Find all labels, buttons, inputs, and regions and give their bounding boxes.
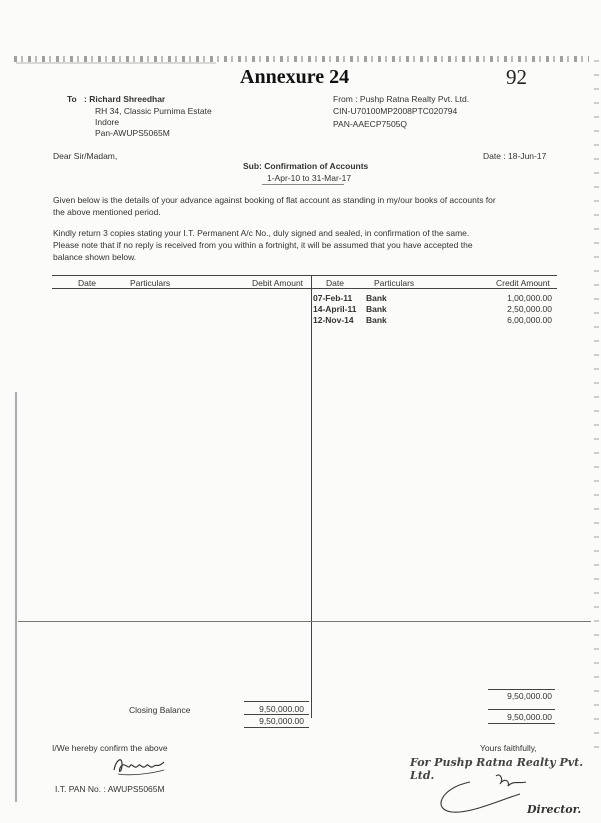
credit-row-date: 12-Nov-14 bbox=[313, 315, 354, 325]
period: 1-Apr-10 to 31-Mar-17 bbox=[267, 173, 352, 183]
sender-pan: PAN-AAECP7505Q bbox=[333, 119, 408, 129]
recipient-name: : Richard Shreedhar bbox=[84, 94, 166, 104]
to-label: To bbox=[67, 94, 77, 104]
page-title: Annexure 24 bbox=[240, 66, 350, 88]
header-particulars-left: Particulars bbox=[130, 278, 171, 288]
credit-row-particulars: Bank bbox=[366, 293, 387, 303]
credit-total-border bbox=[488, 709, 555, 710]
debit-total-border bbox=[244, 714, 309, 715]
paragraph-2-line-1: Kindly return 3 copies stating your I.T. Permanent A/c No., duly signed and sealed, in confirmation of the same. bbox=[53, 228, 470, 238]
recipient-signature bbox=[110, 752, 170, 778]
sender-name: From : Pushp Ratna Realty Pvt. Ltd. bbox=[333, 94, 470, 104]
header-particulars-right: Particulars bbox=[374, 278, 415, 288]
total-debit-amount: 9,50,000.00 bbox=[259, 716, 304, 726]
letter-date: Date : 18-Jun-17 bbox=[483, 151, 547, 161]
confirm-text: I/We hereby confirm the above bbox=[52, 743, 168, 753]
director-label: Director. bbox=[527, 803, 582, 816]
table-top-border bbox=[52, 275, 557, 276]
closing-debit-amount: 9,50,000.00 bbox=[259, 704, 304, 714]
company-stamp: For Pushp Ratna Realty Pvt. Ltd. bbox=[410, 756, 584, 782]
header-debit: Debit Amount bbox=[252, 278, 304, 288]
credit-row-particulars: Bank bbox=[366, 315, 387, 325]
credit-total-bottom-border bbox=[488, 723, 555, 724]
credit-row-amount: 2,50,000.00 bbox=[507, 304, 552, 314]
header-date-right: Date bbox=[326, 278, 344, 288]
debit-total-bottom-border bbox=[244, 727, 309, 728]
credit-row-amount: 6,00,000.00 bbox=[507, 315, 552, 325]
total-credit-amount: 9,50,000.00 bbox=[507, 712, 552, 722]
recipient-pan: Pan-AWUPS5065M bbox=[95, 128, 170, 138]
credit-row-particulars: Bank bbox=[366, 304, 387, 314]
credit-subtotal-border bbox=[488, 689, 555, 690]
paragraph-2-line-2: Please note that if no reply is received from you within a fortnight, it will be assumed that you have accepted the bbox=[53, 240, 473, 250]
page-fold-line bbox=[18, 621, 591, 622]
table-center-divider bbox=[311, 275, 312, 718]
it-pan-number: I.T. PAN No. : AWUPS5065M bbox=[55, 784, 165, 794]
closing-balance-label: Closing Balance bbox=[129, 705, 191, 715]
paragraph-1-line-2: the above mentioned period. bbox=[53, 207, 161, 217]
debit-closing-border bbox=[244, 701, 309, 702]
salutation: Dear Sir/Madam, bbox=[53, 151, 118, 161]
paragraph-1-line-1: Given below is the details of your advance against booking of flat account as standing in my/our books of accounts for bbox=[53, 195, 496, 205]
subject: Sub: Confirmation of Accounts bbox=[243, 161, 369, 171]
yours-faithfully: Yours faithfully, bbox=[480, 743, 537, 753]
header-credit: Credit Amount bbox=[496, 278, 550, 288]
scan-artifact bbox=[594, 60, 599, 760]
paragraph-2-line-3: balance shown below. bbox=[53, 252, 137, 260]
sender-cin: CIN-U70100MP2008PTC020794 bbox=[333, 106, 458, 116]
page-number: 92 bbox=[506, 65, 527, 89]
table-header-border bbox=[52, 288, 557, 289]
recipient-address-2: Indore bbox=[95, 117, 120, 127]
credit-row-date: 14-April-11 bbox=[313, 304, 357, 314]
recipient-address-1: RH 34, Classic Purnima Estate bbox=[95, 106, 212, 116]
divider bbox=[262, 184, 344, 185]
scan-artifact bbox=[15, 392, 17, 802]
credit-subtotal-amount: 9,50,000.00 bbox=[507, 691, 552, 701]
credit-row-date: 07-Feb-11 bbox=[313, 293, 353, 303]
scan-artifact bbox=[16, 62, 216, 64]
header-date-left: Date bbox=[78, 278, 96, 288]
credit-row-amount: 1,00,000.00 bbox=[507, 293, 552, 303]
